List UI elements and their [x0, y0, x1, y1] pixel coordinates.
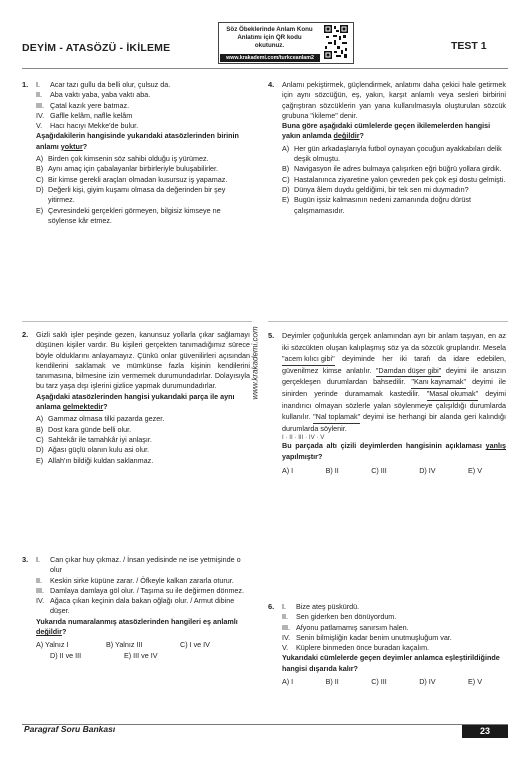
- passage-text: deyimi ile ansızın gerçekleşen durumlardan bahsedilir.: [282, 365, 507, 387]
- question-prompt: [282, 121, 506, 142]
- option-d[interactable]: D) II ve III: [50, 650, 82, 660]
- question-prompt: Yukarıdaki cümlelerde geçen deyimler anlamca eşleştirildiğinde hangisi dışarıda kalır?: [282, 653, 500, 673]
- item-text: Ağaca çıkan keçinin dala bakan oğlağı olur. / Armut dibine düşer.: [50, 596, 235, 616]
- option-a[interactable]: [36, 414, 250, 424]
- option-b[interactable]: [36, 425, 250, 435]
- item-text: Can çıkar huy çıkmaz. / İnsan yedisinde ne ise yetmişinde o olur: [50, 555, 241, 575]
- option-a[interactable]: A) Yalnız I: [36, 640, 69, 650]
- option-b[interactable]: [282, 164, 506, 174]
- prompt-end: ?: [103, 402, 108, 412]
- option-letter: D): [36, 445, 44, 455]
- option-text: Aynı amaç için çabalayanlar birbirleriyle buluşabilirler.: [48, 164, 219, 174]
- item-number: III.: [282, 622, 290, 632]
- option-c[interactable]: C) III: [371, 677, 387, 687]
- idiom-text: "acem kılıcı gibi": [282, 354, 335, 364]
- option-letter: C): [36, 434, 44, 444]
- option-letter: D): [36, 184, 44, 194]
- item-number: II.: [282, 612, 288, 622]
- idiom-text: "Nal toplamak": [313, 412, 361, 422]
- option-text: Gammaz olmasa tilki pazarda gezer.: [48, 414, 165, 424]
- roman-label: II: [289, 434, 293, 442]
- option-c[interactable]: C) III: [371, 465, 387, 475]
- option-letter: A): [36, 414, 44, 424]
- item-text: Çatal kazık yere batmaz.: [50, 100, 130, 110]
- option-text: Dost kara günde belli olur.: [48, 424, 132, 434]
- question-number: 3.: [22, 555, 29, 564]
- idiom-roman-labels: I · II · III · IV · V: [282, 434, 325, 442]
- option-letter: D): [282, 184, 290, 194]
- option-text: Çevresindeki gerçekleri görmeyen, bilgisiz kimseye ne söylense kâr etmez.: [48, 205, 221, 225]
- passage-text: Deyimler çoğunlukla gerçek anlamından ayrı bir anlam taşıyan, en az iki sözcükten oluşan kalıplaşmış söz ya da sözcük gruplarıdır. Mesela: [282, 331, 506, 352]
- option-c[interactable]: [282, 175, 506, 185]
- item-number: IV.: [36, 110, 45, 120]
- option-text: Bugün işsiz kalmasının nedeni zamanında doğru dürüst çalışmamasıdır.: [294, 195, 471, 215]
- idiom-2: [376, 365, 441, 377]
- option-e[interactable]: [36, 456, 250, 466]
- question-number: 6.: [268, 602, 275, 611]
- option-d[interactable]: [36, 445, 250, 455]
- prompt-end: ?: [359, 131, 364, 141]
- item-number: III.: [36, 100, 44, 110]
- question-5: [268, 330, 506, 477]
- idiom-text: "Kanı kaynamak": [411, 377, 467, 387]
- option-text: Hastalanınca ziyaretine yakın çevreden pek çok eşi dostu gelmişti.: [294, 174, 506, 184]
- prompt-text: Bu parçada altı çizili deyimlerden hangisinin açıklaması: [282, 441, 486, 451]
- prompt-end: ?: [82, 141, 88, 151]
- question-number: 5.: [268, 331, 275, 340]
- prompt-text: Aşağıdaki atasözlerinden hangisi yukarıdaki parça ile aynı anlama: [36, 391, 235, 412]
- roman-label: III: [298, 434, 304, 442]
- option-a[interactable]: [36, 154, 250, 164]
- option-a[interactable]: [282, 144, 506, 165]
- option-letter: A): [36, 154, 44, 164]
- test-label: TEST 1: [451, 40, 487, 52]
- prompt-emphasis: gelmektedir: [62, 402, 104, 412]
- question-prompt: [36, 131, 250, 152]
- item-number: I.: [282, 602, 286, 611]
- option-letter: B): [282, 164, 290, 174]
- option-e[interactable]: E) V: [468, 465, 482, 475]
- item-number: V.: [36, 121, 43, 131]
- item-text: Bize ateş püskürdü.: [296, 602, 360, 611]
- passage-text: deyimi ise herhangi bir alanda geri kalındığı durumlarda söylenir.: [282, 412, 507, 433]
- item-text: Küplere binmeden önce buradan kaçalım.: [296, 643, 430, 653]
- item-number: I.: [36, 555, 40, 564]
- question-1: [22, 80, 250, 226]
- item-text: Damlaya damlaya göl olur. / Taşıma su ile değirmen dönmez.: [50, 585, 245, 595]
- option-letter: B): [36, 424, 44, 434]
- option-text: Birden çok kimsenin söz sahibi olduğu iş yürümez.: [48, 154, 209, 164]
- roman-label: I: [282, 434, 284, 442]
- question-6: [268, 602, 506, 687]
- item-number: II.: [36, 90, 42, 100]
- option-text: Dünya âlem duydu geldiğimi, bir tek sen mi duymadın?: [294, 184, 469, 194]
- question-3: [22, 555, 250, 661]
- item-number: IV.: [36, 596, 45, 606]
- question-prompt: [36, 617, 250, 638]
- prompt-end: yapılmıştır?: [282, 451, 323, 461]
- option-c[interactable]: [36, 175, 250, 185]
- header-divider: [22, 68, 508, 69]
- separator-left-1: [22, 321, 252, 322]
- option-e[interactable]: [36, 206, 250, 227]
- option-c[interactable]: [36, 435, 250, 445]
- option-text: Sahtekâr ile tamahkâr iyi anlaşır.: [48, 434, 152, 444]
- item-text: Gaflle kelâm, naflle kelâm: [50, 110, 133, 120]
- idiom-5: [313, 411, 360, 423]
- question-number: 2.: [22, 330, 29, 339]
- prompt-text: Aşağıdakilerin hangisinde yukarıdaki atasözlerinden birinin anlamı: [36, 131, 239, 151]
- page-number: 23: [462, 725, 508, 738]
- idiom-4: [427, 388, 478, 400]
- item-number: III.: [36, 585, 44, 595]
- item-text: Afyonu patlamamış sanırsım halen.: [296, 622, 409, 632]
- option-letter: B): [36, 164, 44, 174]
- option-d[interactable]: [36, 185, 250, 206]
- option-text: Allah'ın bildiği kuldan saklanmaz.: [48, 455, 154, 465]
- option-text: Değerli kişi, giyim kuşamı olmasa da değerinden bir şey yitirmez.: [48, 184, 226, 205]
- option-b[interactable]: B) II: [325, 677, 339, 687]
- passage-text: deyimi inandırıcı olmayan sözlerle yalan söylenmeye çalışıldığı durumlarda kullanılır.: [282, 388, 507, 422]
- option-d[interactable]: [282, 185, 506, 195]
- option-e[interactable]: [282, 195, 506, 216]
- option-a[interactable]: A) I: [282, 465, 294, 475]
- option-b[interactable]: [36, 164, 250, 174]
- idiom-text: "Masal okumak": [426, 388, 479, 398]
- prompt-text: Buna göre aşağıdaki cümlelerde geçen ikilemelerden hangisi yakın anlamda: [282, 121, 491, 141]
- question-passage: [282, 330, 506, 434]
- prompt-end: ?: [61, 627, 67, 637]
- question-prompt: [36, 392, 250, 413]
- prompt-emphasis: değildir: [36, 627, 62, 637]
- option-d[interactable]: D) IV: [419, 677, 436, 687]
- question-passage: Gizli saklı işler peşinde gezen, kanunsuz yollarla çıkar sağlamayı düşünen kişiler vardır. Bu kişileri gerçekten tanımadığımız sürece böyle olduklarını anlayamayız. Çünkü onlar güvenilirleri açısından kendilerini saklamak ve mümkünse fazla kişinin kendilerini tanımasına, bilmesine izin vermemek durumundadırlar. Dolayısıyla bu tarz yaşa dışı işlerini gizlice yapmak durumundadırlar.: [36, 330, 250, 391]
- question-passage: Anlamı pekiştirmek, güçlendirmek, anlatımı daha çekici hale getirmek için aynı sözcüğün, eş, yakın, karşıt anlamlı veya sesleri birbirini çağrıştıran sözcüklerin yan yana kullanılmasıyla oluşturulan sözcük grubuna "ikileme" denir.: [282, 80, 506, 120]
- option-a[interactable]: A) I: [282, 677, 294, 687]
- passage-text: deyiminde her iki tarafı da idare edebilen, güvenilmez kimse anlatılır.: [282, 354, 507, 375]
- item-number: II.: [36, 575, 42, 585]
- option-e[interactable]: E) III ve IV: [124, 650, 158, 660]
- question-2: [22, 330, 250, 466]
- option-d[interactable]: D) IV: [419, 465, 436, 475]
- option-b[interactable]: B) Yalnız III: [106, 640, 143, 650]
- prompt-emphasis: yanlış: [485, 441, 506, 451]
- unit-title: DEYİM - ATASÖZÜ - İKİLEME: [22, 42, 171, 54]
- item-text: Keskin sirke küpüne zarar. / Öfkeyle kalkan zararla oturur.: [50, 575, 234, 585]
- item-text: Sen giderken ben dönüyordum.: [296, 612, 397, 622]
- roman-label: IV: [308, 434, 315, 442]
- prompt-emphasis: yoktur: [60, 141, 83, 151]
- passage-text: deyimi ile sinirden yerinde duramamak kastedilir.: [282, 377, 507, 398]
- option-letter: E): [36, 205, 44, 215]
- question-number: 1.: [22, 80, 29, 89]
- question-prompt: [282, 441, 506, 462]
- item-number: IV.: [282, 632, 291, 642]
- option-letter: E): [36, 455, 44, 465]
- option-letter: C): [36, 174, 44, 184]
- item-text: Senin bilmişliğin kadar benim unutmuşluğum var.: [296, 632, 452, 642]
- item-number: I.: [36, 80, 40, 89]
- option-c[interactable]: C) I ve IV: [180, 640, 210, 650]
- idiom-1: [282, 353, 335, 365]
- idiom-3: [411, 376, 466, 388]
- qr-code-icon[interactable]: [323, 24, 349, 60]
- item-number: V.: [282, 643, 289, 653]
- prompt-emphasis: değildir: [333, 131, 360, 141]
- option-text: Bir kimse gerekli araçları olmadan kusursuz iş yapamaz.: [48, 174, 228, 184]
- prompt-text: Yukarıda numaralanmış atasözlerinden hangileri eş anlamlı: [36, 616, 238, 626]
- option-text: Her gün arkadaşlarıyla futbol oynayan çocuğun ayakkabıları delik deşik olmuştu.: [294, 143, 502, 164]
- question-4: [268, 80, 506, 216]
- option-text: Ağası güçlü olanın kulu asi olur.: [48, 445, 150, 455]
- side-watermark-text: www.krakademi.com: [250, 326, 260, 400]
- roman-label: V: [320, 434, 325, 442]
- qr-instruction: Söz Öbeklerinde Anlam Konu Anlatımı için QR kodu okutunuz.: [226, 26, 313, 49]
- option-letter: C): [282, 174, 290, 184]
- separator-right-1: [268, 321, 508, 322]
- option-letter: E): [282, 195, 290, 205]
- side-watermark: [249, 298, 261, 428]
- option-e[interactable]: E) V: [468, 677, 482, 687]
- footer-title: Paragraf Soru Bankası: [24, 724, 116, 734]
- option-b[interactable]: B) II: [325, 465, 339, 475]
- option-letter: A): [282, 143, 290, 153]
- item-text: Acar tazı gullu da belli olur, çulsuz da.: [50, 80, 171, 89]
- idiom-text: "Damdan düşer gibi": [375, 365, 442, 375]
- item-text: Hacı hacıyı Mekke'de bulur.: [50, 121, 139, 131]
- item-text: Aba vaktı yaba, yaba vaktı aba.: [50, 90, 151, 100]
- option-text: Navigasyon ile adres bulmaya çalışırken eğri büğrü yollara girdik.: [294, 164, 502, 174]
- qr-link[interactable]: www.krakademi.com/turkceanlam2: [220, 54, 320, 62]
- question-number: 4.: [268, 80, 275, 89]
